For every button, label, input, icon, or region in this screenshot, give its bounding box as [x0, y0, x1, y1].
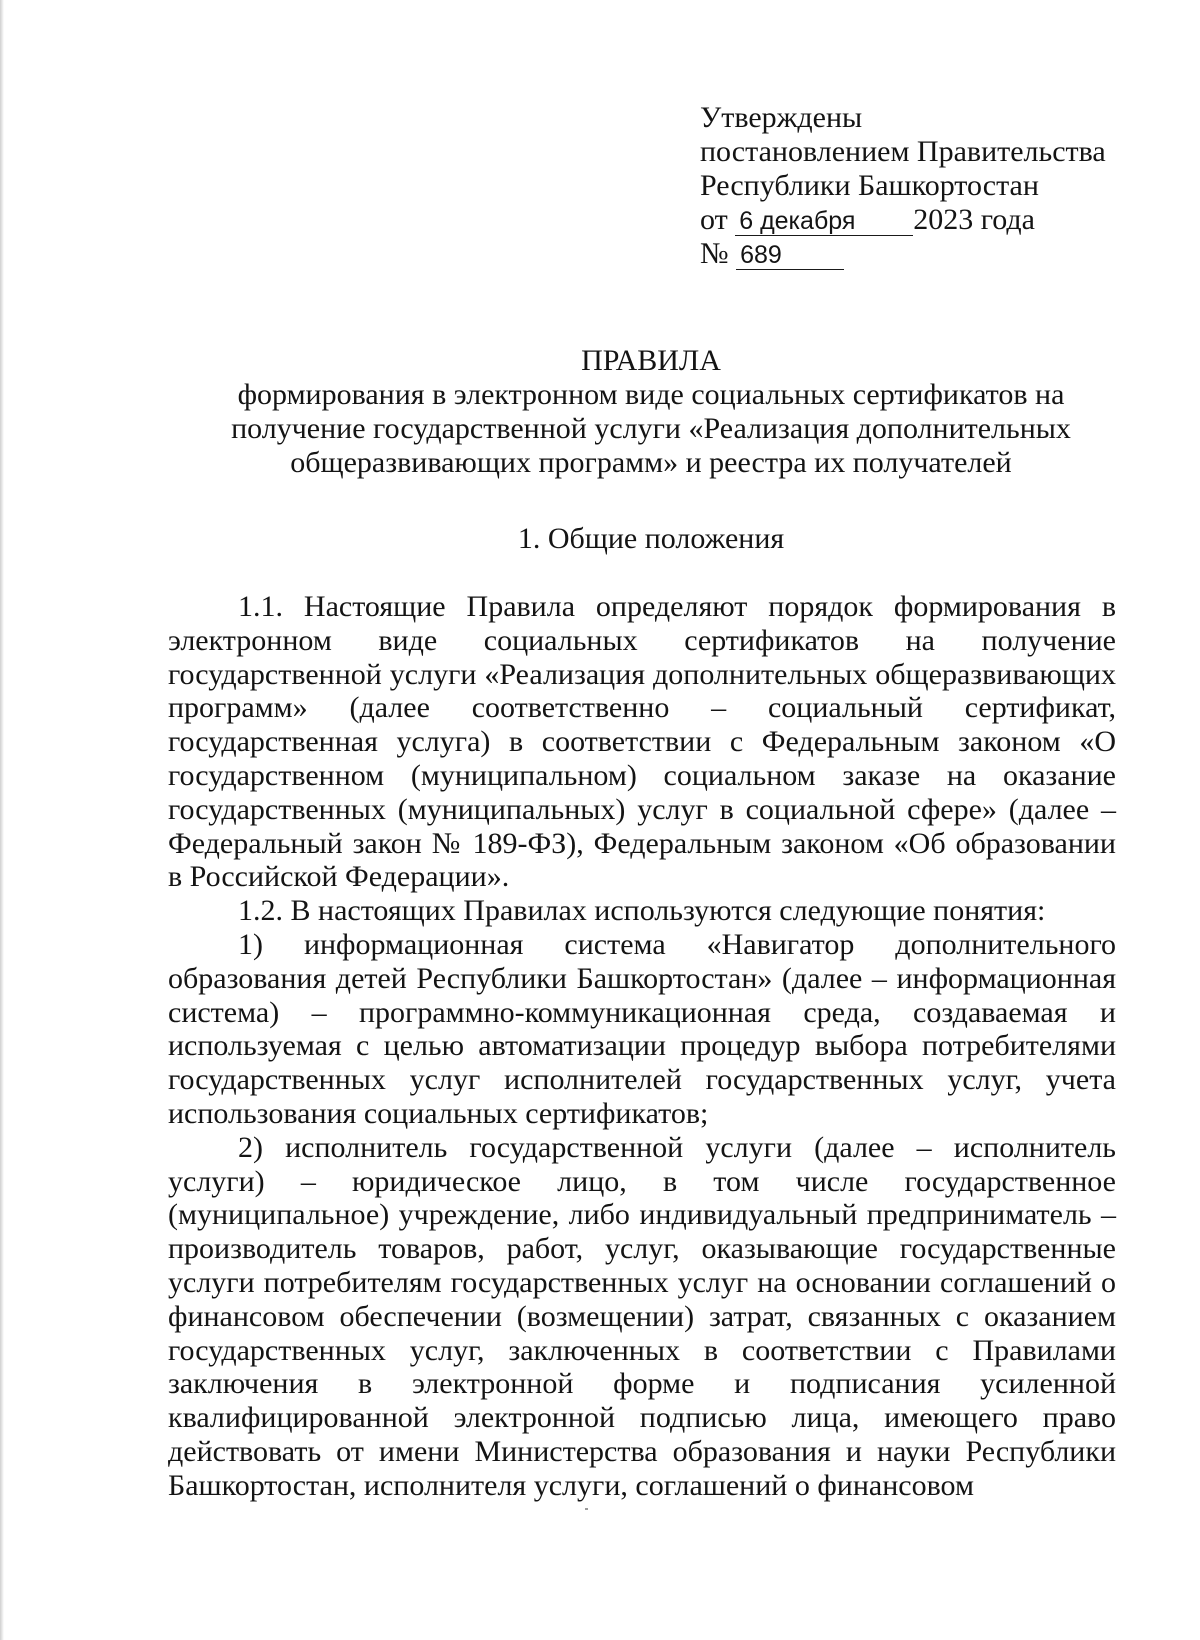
approval-number-line [700, 237, 1106, 271]
number-value: 689 [736, 241, 844, 270]
title-subtitle: получение государственной услуги «Реализация дополнительных [231, 412, 1071, 445]
approval-stamp [700, 101, 1106, 271]
section-heading: 1. Общие положения [517, 522, 785, 555]
scan-edge [0, 0, 4, 1640]
date-value: 6 декабря [735, 207, 913, 236]
body-text [168, 590, 1116, 1503]
approval-line: Утверждены [700, 101, 863, 134]
date-suffix: 2023 года [913, 203, 1035, 236]
approval-line: постановлением Правительства [700, 135, 1106, 168]
scan-speck [585, 1508, 588, 1510]
title-subtitle: общеразвивающих программ» и реестра их получателей [290, 446, 1012, 479]
paragraph: 1) информационная система «Навигатор дополнительного образования детей Республики Башкортостан» (далее – информационная система) – программно-коммуникационная среда, создаваемая и используемая с целью автоматизации процедур выбора потребителями государственных услуг исполнителей государственных услуг, учета использования социальных сертификатов; [168, 927, 1116, 1130]
approval-line: Республики Башкортостан [700, 169, 1039, 202]
title-main: ПРАВИЛА [581, 344, 721, 377]
paragraph: 1.2. В настоящих Правилах используются следующие понятия: [238, 894, 1046, 928]
paragraph: 2) исполнитель государственной услуги (далее – исполнитель услуги) – юридическое лицо, в том числе государственное (муниципальное) учреждение, либо индивидуальный предприниматель – производитель товаров, работ, услуг, оказывающие государственные услуги потребителям государственных услуг на основании соглашений о финансовом обеспечении (возмещении) затрат, связанных с оказанием государственных услуг, заключенных в соответствии с Правилами заключения в электронной форме и подписания усиленной квалифицированной электронной подписью лица, имеющего право действовать от имени Министерства образования и науки Республики Башкортостан, исполнителя услуги, соглашений о финансовом [168, 1130, 1116, 1502]
number-prefix: № [700, 237, 729, 270]
date-prefix: от [700, 203, 728, 236]
document-title [170, 344, 1132, 480]
title-subtitle: формирования в электронном виде социальных сертификатов на [237, 378, 1065, 411]
paragraph: 1.1. Настоящие Правила определяют порядок формирования в электронном виде социальных сертификатов на получение государственной услуги «Реализация дополнительных общеразвивающих программ» (далее соответственно – социальный сертификат, государственная услуга) в соответствии с Федеральным законом «О государственном (муниципальном) социальном заказе на оказание государственных (муниципальных) услуг в социальной сфере» (далее – Федеральный закон № 189-ФЗ), Федеральным законом «Об образовании в Российской Федерации». [168, 590, 1116, 894]
approval-date-line [700, 203, 1106, 237]
